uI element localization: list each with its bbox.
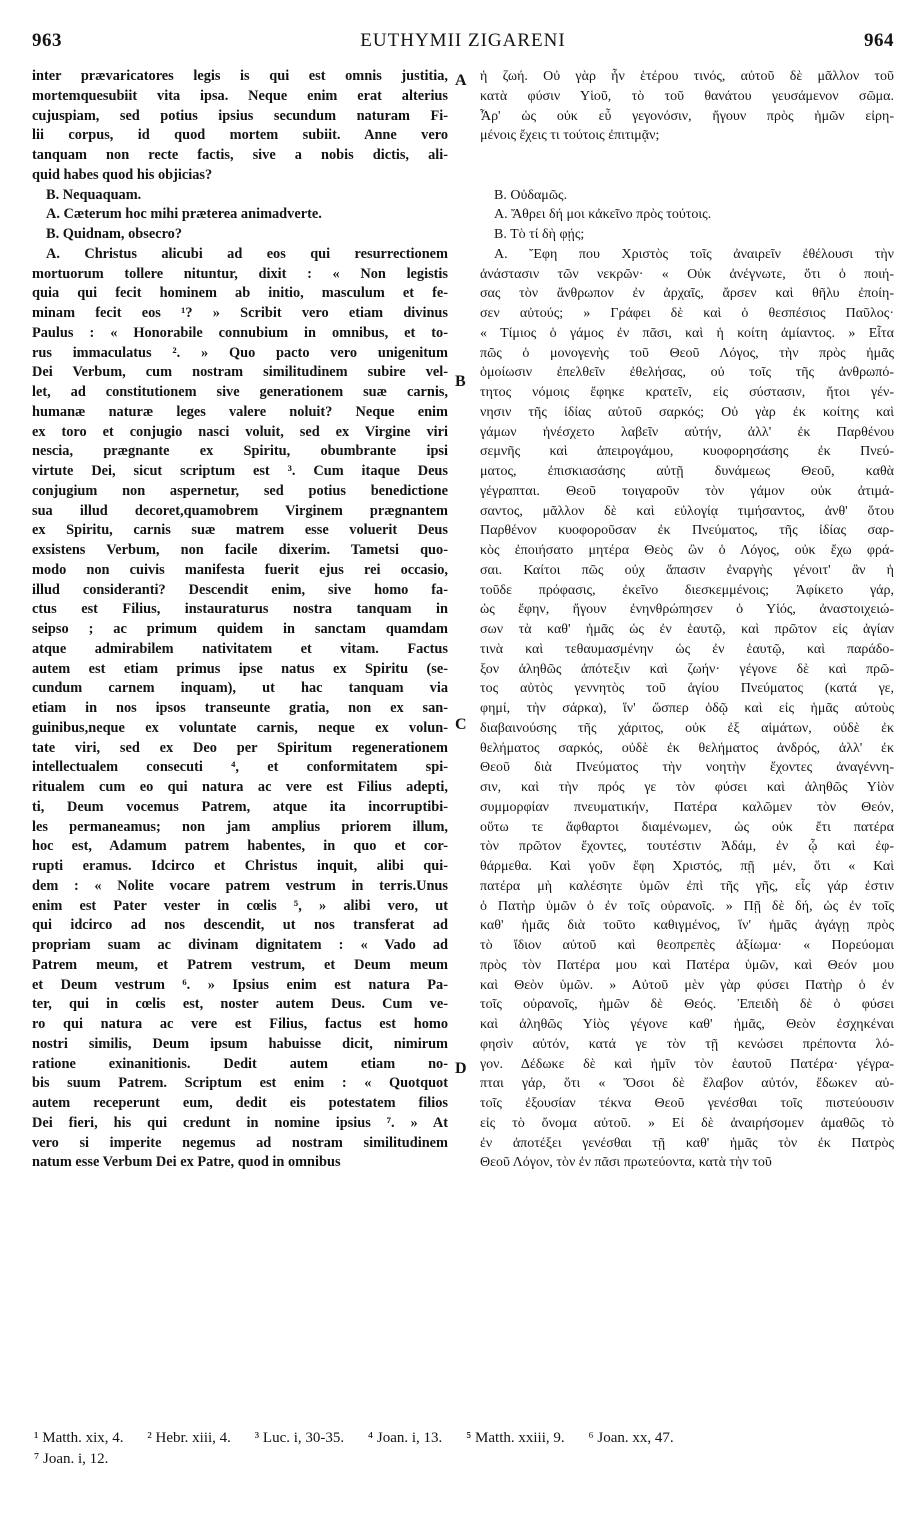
margin-letter-a: A bbox=[455, 72, 467, 89]
greek-line: Α. Ἔφη που Χριστὸς τοῖς ἀναιρεῖν ἐθέλουσι τὴν bbox=[494, 246, 894, 262]
greek-line: πρὸς τὸν Πατέρα μου καὶ Πατέρα ὑμῶν, καὶ Θεόν μου bbox=[480, 957, 894, 973]
footnote: ² Hebr. xiii, 4. bbox=[147, 1430, 231, 1446]
page-header bbox=[32, 30, 894, 56]
latin-line: les permaneamus; non jam amplius priorem illum, bbox=[32, 818, 448, 835]
greek-line: φησὶν αὐτόν, κατά γε τὸν τῇ κενώσει πρέποντα λό- bbox=[480, 1036, 894, 1052]
latin-line: ex Spiritu, carnis suæ matrem esse voluerit Deus bbox=[32, 522, 448, 539]
latin-line: enim est Pater vester in cœlis ⁵, » alibi vero, ut bbox=[32, 897, 448, 914]
latin-line: illud consideranti? Descendit enim, sive homo fa- bbox=[32, 581, 448, 598]
latin-line: rus immaculatus ². » Quo pacto vero unigenitum bbox=[32, 344, 448, 361]
running-title: EUTHYMII ZIGARENI bbox=[360, 30, 566, 51]
greek-line: διαβαινούσης τῆς χάριτος, οὐκ ἐξ αἱμάτων, οὐδὲ ἐκ bbox=[480, 720, 894, 736]
latin-line: quia qui fecit hominem ab initio, masculum et fe- bbox=[32, 285, 448, 302]
greek-line bbox=[480, 166, 894, 186]
footnote: ¹ Matth. xix, 4. bbox=[34, 1430, 124, 1446]
footnote-row-2 bbox=[34, 1449, 894, 1470]
latin-line: natum esse Verbum Dei ex Patre, quod in omnibus bbox=[32, 1154, 341, 1171]
latin-line: conjugium non aspernetur, sed potius benedictione bbox=[32, 482, 448, 499]
greek-line: τητος νόμοις ἔφηκε κρατεῖν, εἰς σύστασιν, ἤτοι γέν- bbox=[480, 385, 894, 400]
footnote-row-1 bbox=[34, 1428, 894, 1449]
latin-line: nescia, prægnante ex Spiritu, obumbrante ipsi bbox=[32, 443, 448, 460]
greek-line: τοῦδε πρόφασις, ἐκεῖνο διεσκεμμένοις; Ἀφίκετο γάρ, bbox=[480, 582, 894, 598]
latin-line: exsistens Verbum, non facile dixerim. Tametsi quo- bbox=[32, 542, 448, 558]
greek-line: τοῖς ἐξουσίαν τέκνα Θεοῦ γενέσθαι τοῖς πιστεύουσιν bbox=[480, 1096, 894, 1111]
latin-line: ritualem cum eo qui natura ac vere est Filius adepti, bbox=[32, 779, 448, 795]
latin-line: A. Christus alicubi ad eos qui resurrectionem bbox=[46, 245, 448, 262]
greek-line: « Τίμιος ὁ γάμος ἐν πᾶσι, καὶ ἡ κοίτη ἀμίαντος. » Εἶτα bbox=[480, 325, 894, 341]
latin-line: Patrem meum, et Patrem vestrum, et Deum meum bbox=[32, 956, 448, 973]
greek-line: καὶ ἀληθῶς Υἱὸς γέγονε καθ' ἡμᾶς, Θεὸν ἐσχηκέναι bbox=[480, 1017, 894, 1032]
latin-line: autem receperunt eum, dedit eis potestatem filios bbox=[32, 1095, 448, 1111]
latin-line: ti, Deum vocemus Patrem, atque ita incorruptibi- bbox=[32, 798, 448, 815]
latin-line: tanquam non recte factis, sive a nobis dictis, ali- bbox=[32, 147, 448, 163]
greek-line: πται γάρ, ὅτι « Ὅσοι δὲ ἔλαβον αὐτόν, ἔδωκεν αὐ- bbox=[480, 1076, 894, 1092]
greek-line: πατέρα μὴ καλέσητε ὑμῶν ἐπὶ τῆς γῆς, εἷς γάρ ἐστιν bbox=[480, 878, 894, 894]
greek-line: θάρμεθα. Καὶ γοῦν ἔφη Χριστός, πῇ μέν, ὅτι « Καὶ bbox=[480, 859, 894, 874]
greek-line: τος αὐτὸς γεννητὸς τοῦ ἁγίου Πνεύματος (κατά γε, bbox=[480, 681, 894, 697]
latin-line: vero si imperite negemus ad nostram similitudinem bbox=[32, 1134, 448, 1151]
latin-line: ter, qui in cœlis est, noster autem Deus. Cum ve- bbox=[32, 996, 448, 1013]
latin-line: intellectualem consecuti ⁴, et conformitatem spi- bbox=[32, 759, 448, 776]
greek-line: σεν αὐτούς; » Γράφει δὲ καὶ ὁ θεσπέσιος Παῦλος· bbox=[480, 306, 894, 321]
greek-line: ὡς ἔφην, ἤγουν ἐνηνθρώπησεν ὁ Υἱός, ἀναστοιχειώ- bbox=[480, 602, 894, 618]
latin-line: bis suum Patrem. Scriptum est enim : « Quotquot bbox=[32, 1075, 448, 1092]
margin-letter-d: D bbox=[455, 1060, 467, 1077]
greek-column bbox=[480, 67, 894, 1387]
latin-line: A. Cæterum hoc mihi præterea animadverte. bbox=[46, 206, 322, 223]
greek-line: ὁμοίωσιν ἐπελθεῖν ἐθελήσας, οὐ τοῖς τῆς ἀνθρωπό- bbox=[480, 365, 894, 381]
greek-line: νησιν τῆς ἰδίας αὐτοῦ σαρκός; Οὐ γὰρ ἐκ κοίτης καὶ bbox=[480, 404, 894, 420]
footnote: ⁶ Joan. xx, 47. bbox=[588, 1430, 674, 1446]
latin-line: ro qui natura ac vere est Filius, factus est homo bbox=[32, 1016, 448, 1032]
margin-letter-b: B bbox=[455, 373, 466, 390]
greek-line: οὕτω τε ἄφθαρτοι διαμένωμεν, ὡς οὐκ ἔτι πατέρα bbox=[480, 819, 894, 835]
greek-line: τινὰ καὶ τεθαυμασμένην ὡς ἐν ἑαυτῷ, καὶ παράδο- bbox=[480, 641, 894, 657]
latin-line: ctus est Filius, instauraturus nostra tanquam in bbox=[32, 601, 448, 618]
margin-letter-c: C bbox=[455, 716, 467, 733]
greek-line: σας τὸν ἄνθρωπον ἐν ἀρχαῖς, ἄρσεν καὶ θῆλυ ἐποίη- bbox=[480, 286, 894, 302]
greek-line: Β. Οὐδαμῶς. bbox=[494, 187, 568, 203]
latin-line: ratione exinanitionis. Dedit autem etiam no- bbox=[32, 1055, 448, 1072]
latin-line: qui idcirco ad nos descendit, ut nos transferat ad bbox=[32, 917, 448, 934]
footnote: ⁷ Joan. i, 12. bbox=[34, 1451, 109, 1467]
greek-line: ἐν ἀποτέξει γενέσθαι τῇ καθ' ἡμᾶς τὸν ἐκ Πατρὸς bbox=[480, 1135, 894, 1151]
latin-line: let, ad constitutionem sive generationem suæ carnis, bbox=[32, 384, 448, 400]
latin-line: propriam suam ac divinam dignitatem : « Vado ad bbox=[32, 937, 448, 953]
latin-line: B. Quidnam, obsecro? bbox=[46, 226, 183, 242]
page-number-left: 963 bbox=[32, 30, 62, 51]
latin-line: cujuspiam, sed potius ipsius secundum naturam Fi- bbox=[32, 107, 448, 124]
greek-line: σεμνῆς καὶ ἀπειρογάμου, κυοφορησάσης ἐκ Πνεύ- bbox=[480, 444, 894, 460]
latin-line: humanæ naturæ leges valere noluit? Neque enim bbox=[32, 403, 448, 420]
greek-line: Θεοῦ διὰ Πνεύματος τὴν νοητὴν ἔχοντες ἀναγέννη- bbox=[480, 760, 894, 776]
latin-line: minam fecit eos ¹? » Scribit vero etiam divinus bbox=[32, 305, 448, 321]
greek-line: καὶ Θεὸν ὑμῶν. » Αὐτοῦ μὲν γὰρ φύσει Πατὴρ ὁ ἐν bbox=[480, 977, 894, 993]
greek-line bbox=[480, 146, 894, 166]
greek-line: γον. Δέδωκε δὲ καὶ ἡμῖν τὸν ἑαυτοῦ Πατέρα· γέγρα- bbox=[480, 1056, 894, 1072]
greek-line: σων τὰ καθ' ἡμᾶς ὡς ἐν ἑαυτῷ, καὶ πρῶτον εἰς ἁγίαν bbox=[480, 622, 894, 637]
greek-line: ἀνάστασιν τῶν νεκρῶν· « Οὐκ ἀνέγνωτε, ὅτι ὁ ποιή- bbox=[480, 266, 894, 282]
footnote: ⁵ Matth. xxiii, 9. bbox=[466, 1430, 565, 1446]
latin-line: autem est etiam primus ipse natus ex Spiritu (se- bbox=[32, 660, 448, 677]
latin-line: Paulus : « Honorabile connubium in omnibus, et to- bbox=[32, 324, 448, 341]
greek-line: κατὰ φύσιν Υἱοῦ, τὸ τοῦ θανάτου γευσάμενον σῶμα. bbox=[480, 88, 894, 104]
greek-line: γέγραπται. Θεοῦ τοιγαροῦν τὸν γάμον οὐκ ἀτιμά- bbox=[480, 483, 894, 499]
greek-line: Α. Ἄθρει δή μοι κἀκεῖνο πρὸς τούτοις. bbox=[494, 207, 712, 223]
latin-line: Dei fieri, his qui credunt in nomine ipsius ⁷. » At bbox=[32, 1114, 448, 1131]
greek-line: φημί, τὴν σάρκα), ἵν' ὥσπερ ὁδῷ καὶ εἰς ἡμᾶς αὐτοὺς bbox=[480, 701, 894, 716]
greek-line: σιν, καὶ τὴν πρός γε τὸν φύσει καὶ ἀληθῶς Υἱὸν bbox=[480, 780, 894, 795]
latin-line: B. Nequaquam. bbox=[46, 186, 142, 203]
latin-line: mortemquesubiit vita ipsa. Neque enim erat alterius bbox=[32, 87, 448, 104]
latin-line: inter prævaricatores legis is qui est omnis justitia, bbox=[32, 68, 448, 84]
greek-line: εἰς τὸ ὄνομα αὐτοῦ. » Εἰ δὲ ἀναιρήσομεν ἀμαθῶς τὸ bbox=[480, 1115, 894, 1131]
greek-line: Β. Τὸ τί δὴ φῄς; bbox=[494, 227, 585, 242]
greek-line: πῶς ὁ μονογενὴς τοῦ Θεοῦ Λόγος, τὴν πρὸς ἡμᾶς bbox=[480, 345, 894, 361]
greek-line: θελήματος σαρκός, οὐδὲ ἐκ θελήματος ἀνδρός, ἀλλ' ἐκ bbox=[480, 740, 894, 756]
greek-line: καθ' ἡμᾶς διὰ τοῦτο καθιγμένος, ἵν' ἡμᾶς ἀγάγῃ πρὸς bbox=[480, 918, 894, 934]
greek-line: ξον ἀληθῶς ἀπότεξιν καὶ ζωήν· γέγονε δὲ καὶ πρῶ- bbox=[480, 661, 894, 677]
greek-line: ὁ Πατὴρ ὑμῶν ὁ ἐν τοῖς οὐρανοῖς. » Πῇ δὲ δή, ὡς ἐν τοῖς bbox=[480, 898, 894, 914]
greek-line: τοῖς οὐρανοῖς, ἡμῶν δὲ Θεός. Ἐπειδὴ δὲ ὁ φύσει bbox=[480, 997, 894, 1013]
greek-line: Ἆρ' ὡς οὐκ εὖ γεγονόσιν, ἤγουν πρὸς ἡμῶν εἰρη- bbox=[480, 108, 894, 124]
latin-line: sua illud decoret,quamobrem Virginem prægnantem bbox=[32, 502, 448, 519]
footnotes bbox=[34, 1428, 894, 1470]
latin-line: virtute Dei, sicut scriptum est ³. Cum itaque Deus bbox=[32, 463, 448, 479]
latin-line: rupti eramus. Idcirco et Christus inquit, alibi qui- bbox=[32, 858, 448, 874]
latin-line: atque admirabilem nativitatem et vitam. Factus bbox=[32, 640, 448, 657]
latin-line: ex toro et conjugio nasci voluit, sed ex Virgine viri bbox=[32, 423, 448, 440]
latin-line: etiam in nos ipsos transeunte gratia, non ex san- bbox=[32, 700, 448, 716]
latin-line: seipso ; ac primum quidem in sanctam quamdam bbox=[32, 621, 448, 637]
greek-line: σαι. Καίτοι πῶς οὐχ ἅπασιν ἐναργὴς γένοιτ' ἂν ἡ bbox=[480, 562, 894, 578]
footnote: ⁴ Joan. i, 13. bbox=[367, 1430, 443, 1446]
greek-line: τὸ ἴδιον αὐτοῦ καὶ θεοπρεπὲς ἀξίωμα· « Πορεύομαι bbox=[480, 938, 894, 953]
page-number-right: 964 bbox=[864, 30, 894, 51]
greek-line: μένοις ἔχεις τι τούτοις ἐπιτιμᾷν; bbox=[480, 128, 660, 144]
greek-line: ἡ ζωή. Οὐ γὰρ ἦν ἑτέρου τινός, αὐτοῦ δὲ μᾶλλον τοῦ bbox=[480, 69, 894, 84]
latin-line: Dei Verbum, cum nostram similitudinem subire vel- bbox=[32, 364, 448, 381]
latin-line: mortuorum tollere nituntur, dixit : « Non legistis bbox=[32, 265, 448, 282]
greek-line: Παρθένον κυοφοροῦσαν ἐκ Πνεύματος, τῆς ἰδίας σαρ- bbox=[480, 523, 894, 539]
latin-line: lii corpus, id quod mortem subiit. Anne vero bbox=[32, 127, 448, 144]
latin-column bbox=[32, 67, 448, 1387]
latin-line: quid habes quod his objicias? bbox=[32, 166, 213, 183]
latin-line: modo non cuivis manifesta fuerit ejus rei occasio, bbox=[32, 561, 448, 578]
latin-line: cundum carnem inquam), ut hac tanquam via bbox=[32, 680, 448, 697]
greek-line: συμμορφίαν πνευματικήν, Πατέρα καλῶμεν τὸν Θεόν, bbox=[480, 799, 894, 815]
footnote: ³ Luc. i, 30-35. bbox=[254, 1430, 345, 1446]
greek-line: κὸς ἐποιήσατο μητέρα Θεὸς ὢν ὁ Λόγος, οὐκ ἔχω φρά- bbox=[480, 543, 894, 558]
greek-line: ματος, ἐπισκιασάσης αὐτῇ δυνάμεως Θεοῦ, καθὰ bbox=[480, 464, 894, 479]
greek-line: σαντος, μᾶλλον δὲ καὶ εὐλογίᾳ τιμήσαντος, ἀνθ' ὅτου bbox=[480, 503, 894, 519]
latin-line: hoc est, Adamum patrem habentes, in quo et cor- bbox=[32, 838, 448, 855]
greek-line: Θεοῦ Λόγον, τὸν ἐν πᾶσι πρωτεύοντα, κατὰ τὴν τοῦ bbox=[480, 1155, 772, 1171]
greek-line: τὸν πρῶτον ἔχοντες, τουτέστιν Ἀδάμ, ἐν ᾧ καὶ ἐφ- bbox=[480, 839, 894, 855]
greek-line: γάμων ἠνέσχετο λαβεῖν αὐτήν, ἀλλ' ἐκ Παρθένου bbox=[480, 424, 894, 440]
latin-line: dem : « Nolite vocare patrem vestrum in terris.Unus bbox=[32, 877, 448, 894]
latin-line: tate viri, sed ex Deo per Spiritum regenerationem bbox=[32, 739, 448, 756]
latin-line: et Deum vestrum ⁶. » Ipsius enim est natura Pa- bbox=[32, 976, 448, 993]
latin-line: nostri similis, Deum ipsum habuisse dicit, nimirum bbox=[32, 1035, 448, 1052]
latin-line: guinibus,neque ex voluntate carnis, neque ex volun- bbox=[32, 719, 448, 736]
